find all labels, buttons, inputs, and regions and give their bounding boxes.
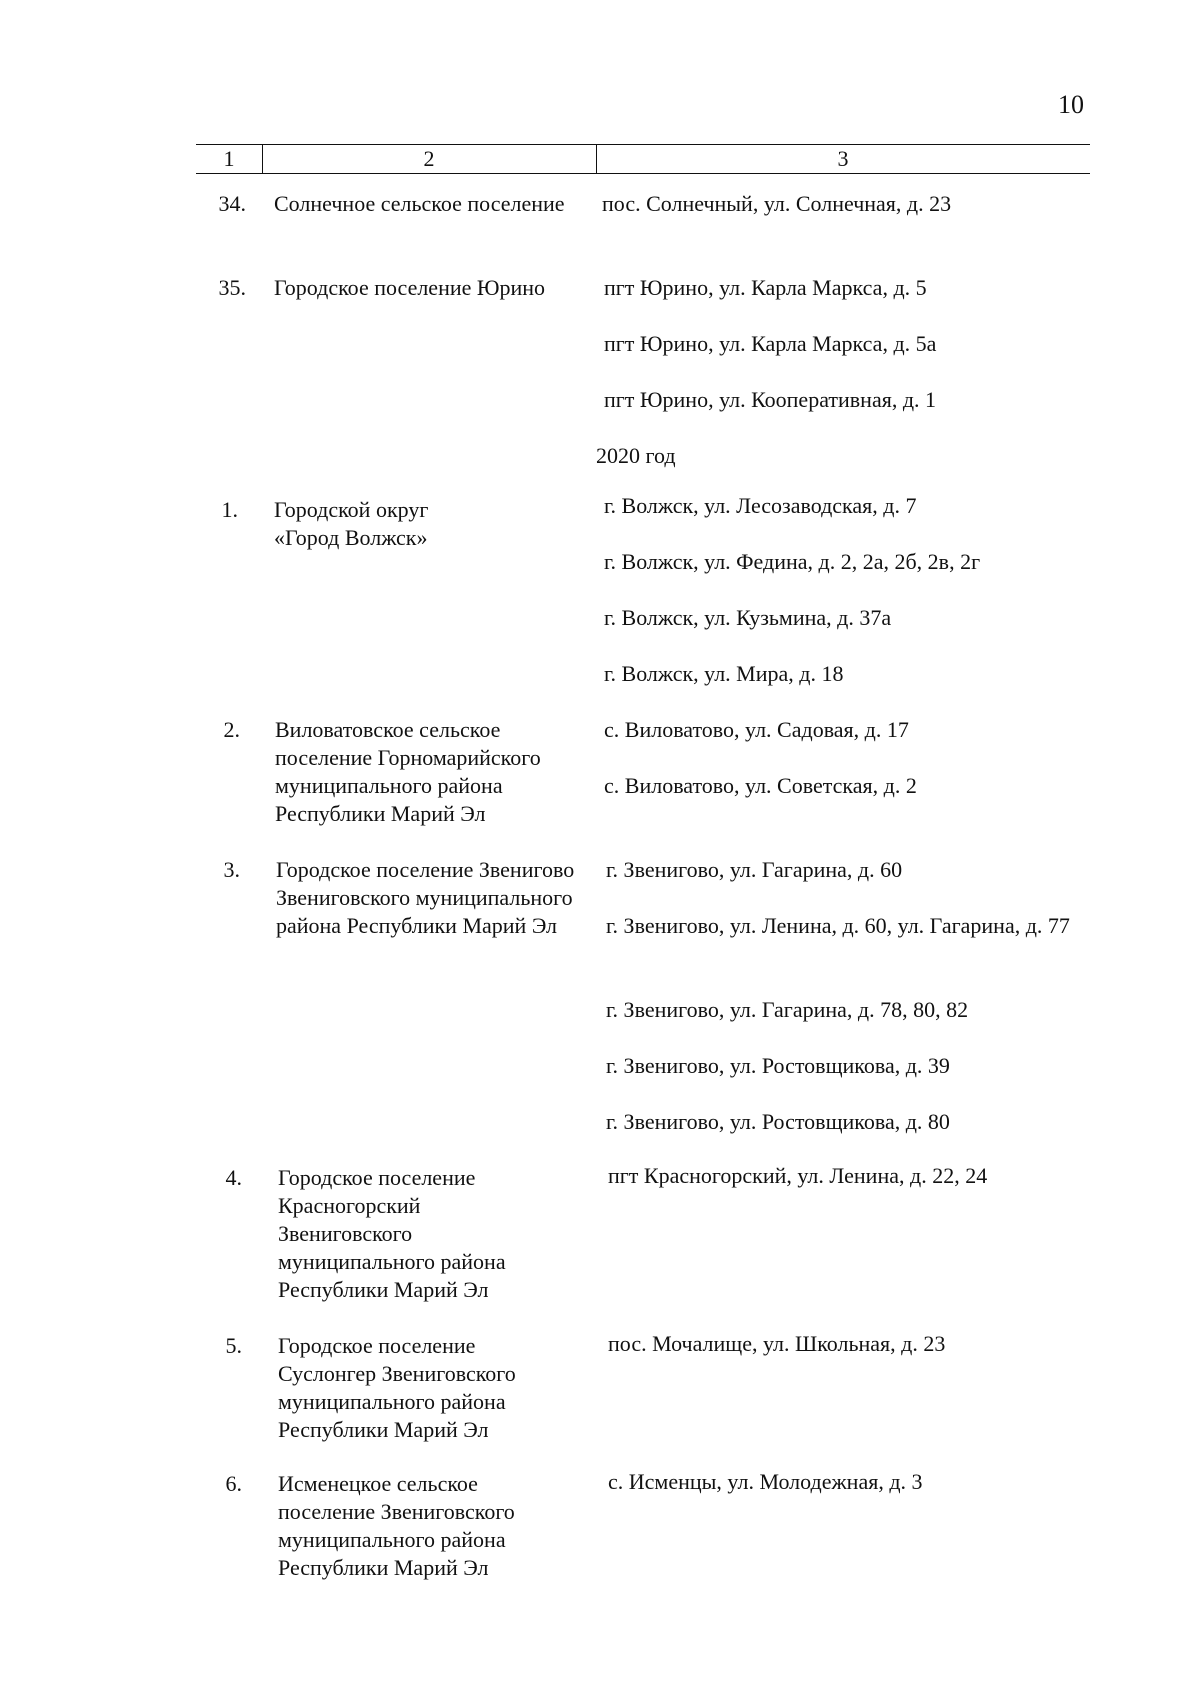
address: г. Волжск, ул. Кузьмина, д. 37а xyxy=(604,605,892,630)
address: пгт Красногорский, ул. Ленина, д. 22, 24 xyxy=(608,1163,988,1188)
header-col-1: 1 xyxy=(223,146,235,171)
address: г. Волжск, ул. Федина, д. 2, 2а, 2б, 2в, 2г xyxy=(604,549,981,574)
row-number: 5. xyxy=(225,1333,242,1358)
settlement-name: Городское поселение Юрино xyxy=(274,275,546,300)
row-number: 35. xyxy=(218,275,246,300)
table-header xyxy=(196,144,1090,174)
settlement-name: Городской округ «Город Волжск» xyxy=(274,497,429,550)
header-col-2: 2 xyxy=(423,146,435,171)
address: г. Волжск, ул. Лесозаводская, д. 7 xyxy=(604,493,917,518)
row-number: 3. xyxy=(223,857,240,882)
settlement-name: Солнечное сельское поселение xyxy=(274,191,565,216)
address: г. Звенигово, ул. Ростовщикова, д. 80 xyxy=(606,1109,950,1134)
address: пгт Юрино, ул. Карла Маркса, д. 5а xyxy=(604,331,937,356)
row-number: 6. xyxy=(225,1471,242,1496)
row-number: 1. xyxy=(221,497,238,522)
address: пос. Мочалище, ул. Школьная, д. 23 xyxy=(608,1331,946,1356)
page-number: 10 xyxy=(1058,90,1084,119)
address: г. Волжск, ул. Мира, д. 18 xyxy=(604,661,844,686)
row-number: 2. xyxy=(223,717,240,742)
address: г. Звенигово, ул. Гагарина, д. 78, 80, 82 xyxy=(606,997,969,1022)
settlement-name: Виловатовское сельское поселение Горномарийского муниципального района Республики Марий Эл xyxy=(275,717,541,826)
row-number: 34. xyxy=(218,191,246,216)
settlement-name: Городское поселение Звенигово Звениговского муниципального района Республики Марий Эл xyxy=(276,857,575,938)
address: с. Виловатово, ул. Садовая, д. 17 xyxy=(604,717,909,742)
address: г. Звенигово, ул. Гагарина, д. 60 xyxy=(606,857,903,882)
address: пгт Юрино, ул. Карла Маркса, д. 5 xyxy=(604,275,927,300)
settlement-name: Городское поселение Суслонгер Звениговского муниципального района Республики Марий Эл xyxy=(278,1333,516,1442)
address: пос. Солнечный, ул. Солнечная, д. 23 xyxy=(602,191,952,216)
address: с. Исменцы, ул. Молодежная, д. 3 xyxy=(608,1469,923,1494)
settlement-name: Городское поселение Красногорский Звениговского муниципального района Республики Марий Эл xyxy=(278,1165,506,1302)
address: пгт Юрино, ул. Кооперативная, д. 1 xyxy=(604,387,937,412)
row-number: 4. xyxy=(225,1165,242,1190)
year-heading: 2020 год xyxy=(596,443,676,468)
settlement-name: Исменецкое сельское поселение Звениговского муниципального района Республики Марий Эл xyxy=(278,1471,515,1580)
address: с. Виловатово, ул. Советская, д. 2 xyxy=(604,773,917,798)
address: г. Звенигово, ул. Ленина, д. 60, ул. Гагарина, д. 77 xyxy=(606,913,1070,938)
address: г. Звенигово, ул. Ростовщикова, д. 39 xyxy=(606,1053,950,1078)
header-col-3: 3 xyxy=(837,146,849,171)
